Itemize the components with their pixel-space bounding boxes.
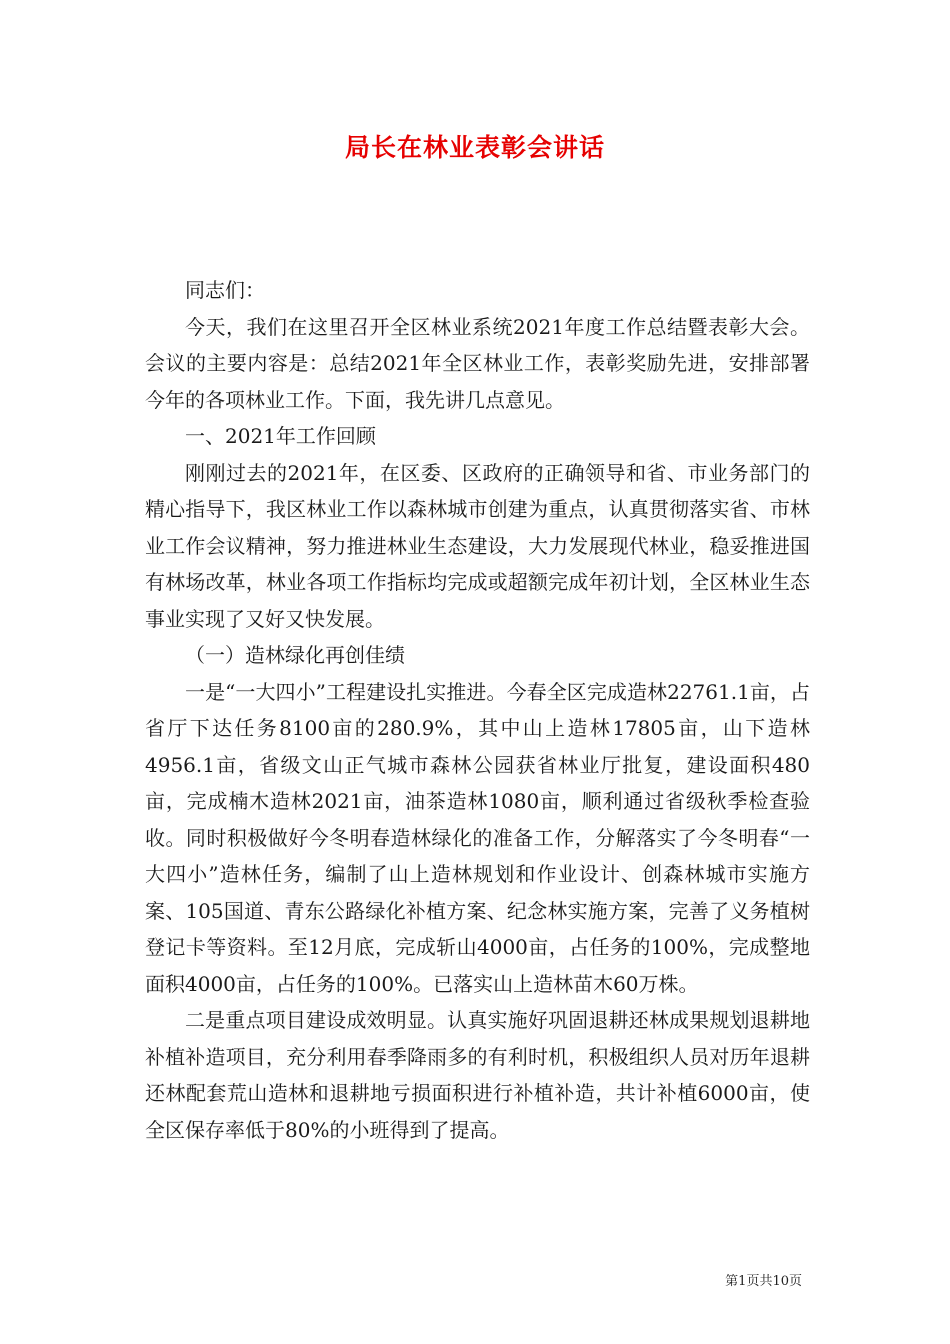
paragraph-afforestation-progress: 一是“一大四小”工程建设扎实推进。今春全区完成造林22761.1亩，占省厅下达任务8100亩的280.9%，其中山上造林17805亩，山下造林4956.1亩，省级文山正气城市森林公园获省林业厅批复，建设面积480亩，完成楠木造林2021亩，油茶造林1080亩，顺利通过省级秋季检查验收。同时积极做好今冬明春造林绿化的准备工作，分解落实了今冬明春“一大四小”造林任务，编制了山上造林规划和作业设计、创森林城市实施方案、105国道、青东公路绿化补植方案、纪念林实施方案，完善了义务植树登记卡等资料。至12月底，完成斩山4000亩，占任务的100%，完成整地面积4000亩，占任务的100%。已落实山上造林苗木60万株。 [145, 679, 810, 996]
page-number: 第1页共10页 [725, 1274, 802, 1289]
document-body [145, 272, 810, 1148]
paragraph-opening: 今天，我们在这里召开全区林业系统2021年度工作总结暨表彰大会。会议的主要内容是：总结2021年全区林业工作，表彰奖励先进，安排部署今年的各项林业工作。下面，我先讲几点意见。 [145, 314, 810, 412]
paragraph-review-summary: 刚刚过去的2021年，在区委、区政府的正确领导和省、市业务部门的精心指导下，我区林业工作以森林城市创建为重点，认真贯彻落实省、市林业工作会议精神，努力推进林业生态建设，大力发展现代林业，稳妥推进国有林场改革，林业各项工作指标均完成或超额完成年初计划，全区林业生态事业实现了又好又快发展。 [145, 460, 810, 631]
paragraph-salutation: 同志们： [185, 278, 265, 302]
document-title: 局长在林业表彰会讲话 [344, 133, 605, 162]
section-heading-review: 一、2021年工作回顾 [185, 424, 376, 448]
subsection-heading-afforestation: （一）造林绿化再创佳绩 [185, 643, 405, 667]
paragraph-key-projects: 二是重点项目建设成效明显。认真实施好巩固退耕还林成果规划退耕地补植补造项目，充分利用春季降雨多的有利时机，积极组织人员对历年退耕还林配套荒山造林和退耕地亏损面积进行补植补造，共计补植6000亩，使全区保存率低于80%的小班得到了提高。 [145, 1008, 810, 1142]
